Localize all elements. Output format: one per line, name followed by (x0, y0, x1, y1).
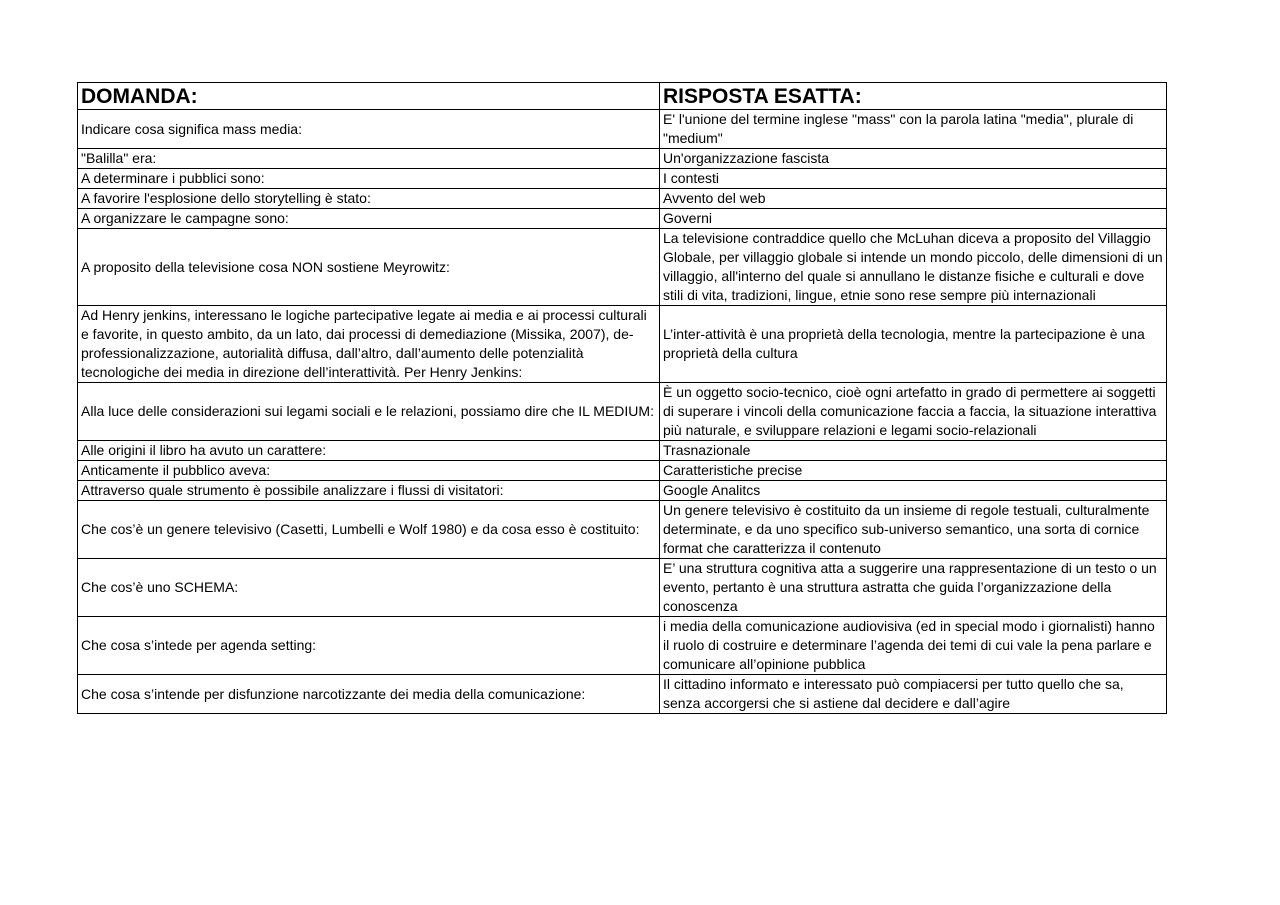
question-cell: A favorire l'esplosione dello storytelling è stato: (78, 189, 660, 209)
question-cell: Che cos’è uno SCHEMA: (78, 559, 660, 617)
table-row (78, 441, 1167, 461)
answer-cell: L’inter-attività è una proprietà della tecnologia, mentre la partecipazione è una proprietà della cultura (660, 306, 1167, 383)
question-cell: "Balilla" era: (78, 149, 660, 169)
answer-cell: Caratteristiche precise (660, 461, 1167, 481)
question-cell: Che cosa s’intende per disfunzione narcotizzante dei media della comunicazione: (78, 675, 660, 714)
table-row (78, 559, 1167, 617)
question-cell: A organizzare le campagne sono: (78, 209, 660, 229)
table-row (78, 306, 1167, 383)
question-cell: Ad Henry jenkins, interessano le logiche partecipative legate ai media e ai processi culturali e favorite, in questo ambito, da un lato, dai processi di demediazione (Missika, 2007), de-professionalizzazione, autorialità diffusa, dall’altro, dall’aumento delle potenzialità tecnologiche dei media in direzione dell’interattività. Per Henry Jenkins: (78, 306, 660, 383)
qa-table (77, 82, 1167, 714)
header-row (78, 83, 1167, 110)
table-row (78, 209, 1167, 229)
table-row (78, 110, 1167, 149)
answer-cell: I contesti (660, 169, 1167, 189)
question-column-header: DOMANDA: (78, 83, 660, 110)
answer-column-header: RISPOSTA ESATTA: (660, 83, 1167, 110)
question-cell: Alla luce delle considerazioni sui legami sociali e le relazioni, possiamo dire che IL MEDIUM: (78, 383, 660, 441)
table-row (78, 617, 1167, 675)
table-row (78, 169, 1167, 189)
answer-cell: E’ una struttura cognitiva atta a suggerire una rappresentazione di un testo o un evento, pertanto è una struttura astratta che guida l’organizzazione della conoscenza (660, 559, 1167, 617)
table-row (78, 675, 1167, 714)
question-cell: Che cos’è un genere televisivo (Casetti, Lumbelli e Wolf 1980) e da cosa esso è costituito: (78, 501, 660, 559)
table-row (78, 383, 1167, 441)
question-cell: A proposito della televisione cosa NON sostiene Meyrowitz: (78, 229, 660, 306)
answer-cell: Un'organizzazione fascista (660, 149, 1167, 169)
question-cell: Attraverso quale strumento è possibile analizzare i flussi di visitatori: (78, 481, 660, 501)
answer-cell: Trasnazionale (660, 441, 1167, 461)
question-cell: Indicare cosa significa mass media: (78, 110, 660, 149)
document-page (77, 82, 1166, 714)
answer-cell: Un genere televisivo è costituito da un insieme di regole testuali, culturalmente determinate, e da uno specifico sub-universo semantico, una sorta di cornice format che caratterizza il contenuto (660, 501, 1167, 559)
answer-cell: Governi (660, 209, 1167, 229)
table-row (78, 229, 1167, 306)
answer-cell: Google Analitcs (660, 481, 1167, 501)
question-cell: Anticamente il pubblico aveva: (78, 461, 660, 481)
table-row (78, 149, 1167, 169)
question-cell: Alle origini il libro ha avuto un carattere: (78, 441, 660, 461)
question-cell: A determinare i pubblici sono: (78, 169, 660, 189)
answer-cell: Il cittadino informato e interessato può compiacersi per tutto quello che sa, senza accorgersi che si astiene dal decidere e dall’agire (660, 675, 1167, 714)
table-row (78, 501, 1167, 559)
answer-cell: La televisione contraddice quello che McLuhan diceva a proposito del Villaggio Globale, per villaggio globale si intende un mondo piccolo, delle dimensioni di un villaggio, all'interno del quale si annullano le distanze fisiche e culturali e dove stili di vita, tradizioni, lingue, etnie sono rese sempre più internazionali (660, 229, 1167, 306)
question-cell: Che cosa s’intede per agenda setting: (78, 617, 660, 675)
table-row (78, 461, 1167, 481)
table-row (78, 481, 1167, 501)
answer-cell: i media della comunicazione audiovisiva (ed in special modo i giornalisti) hanno il ruolo di costruire e determinare l’agenda dei temi di cui vale la pena parlare e comunicare all’opinione pubblica (660, 617, 1167, 675)
answer-cell: E' l'unione del termine inglese "mass" con la parola latina "media", plurale di "medium" (660, 110, 1167, 149)
answer-cell: È un oggetto socio-tecnico, cioè ogni artefatto in grado di permettere ai soggetti di superare i vincoli della comunicazione faccia a faccia, la situazione interattiva più naturale, e sviluppare relazioni e legami socio-relazionali (660, 383, 1167, 441)
table-row (78, 189, 1167, 209)
answer-cell: Avvento del web (660, 189, 1167, 209)
